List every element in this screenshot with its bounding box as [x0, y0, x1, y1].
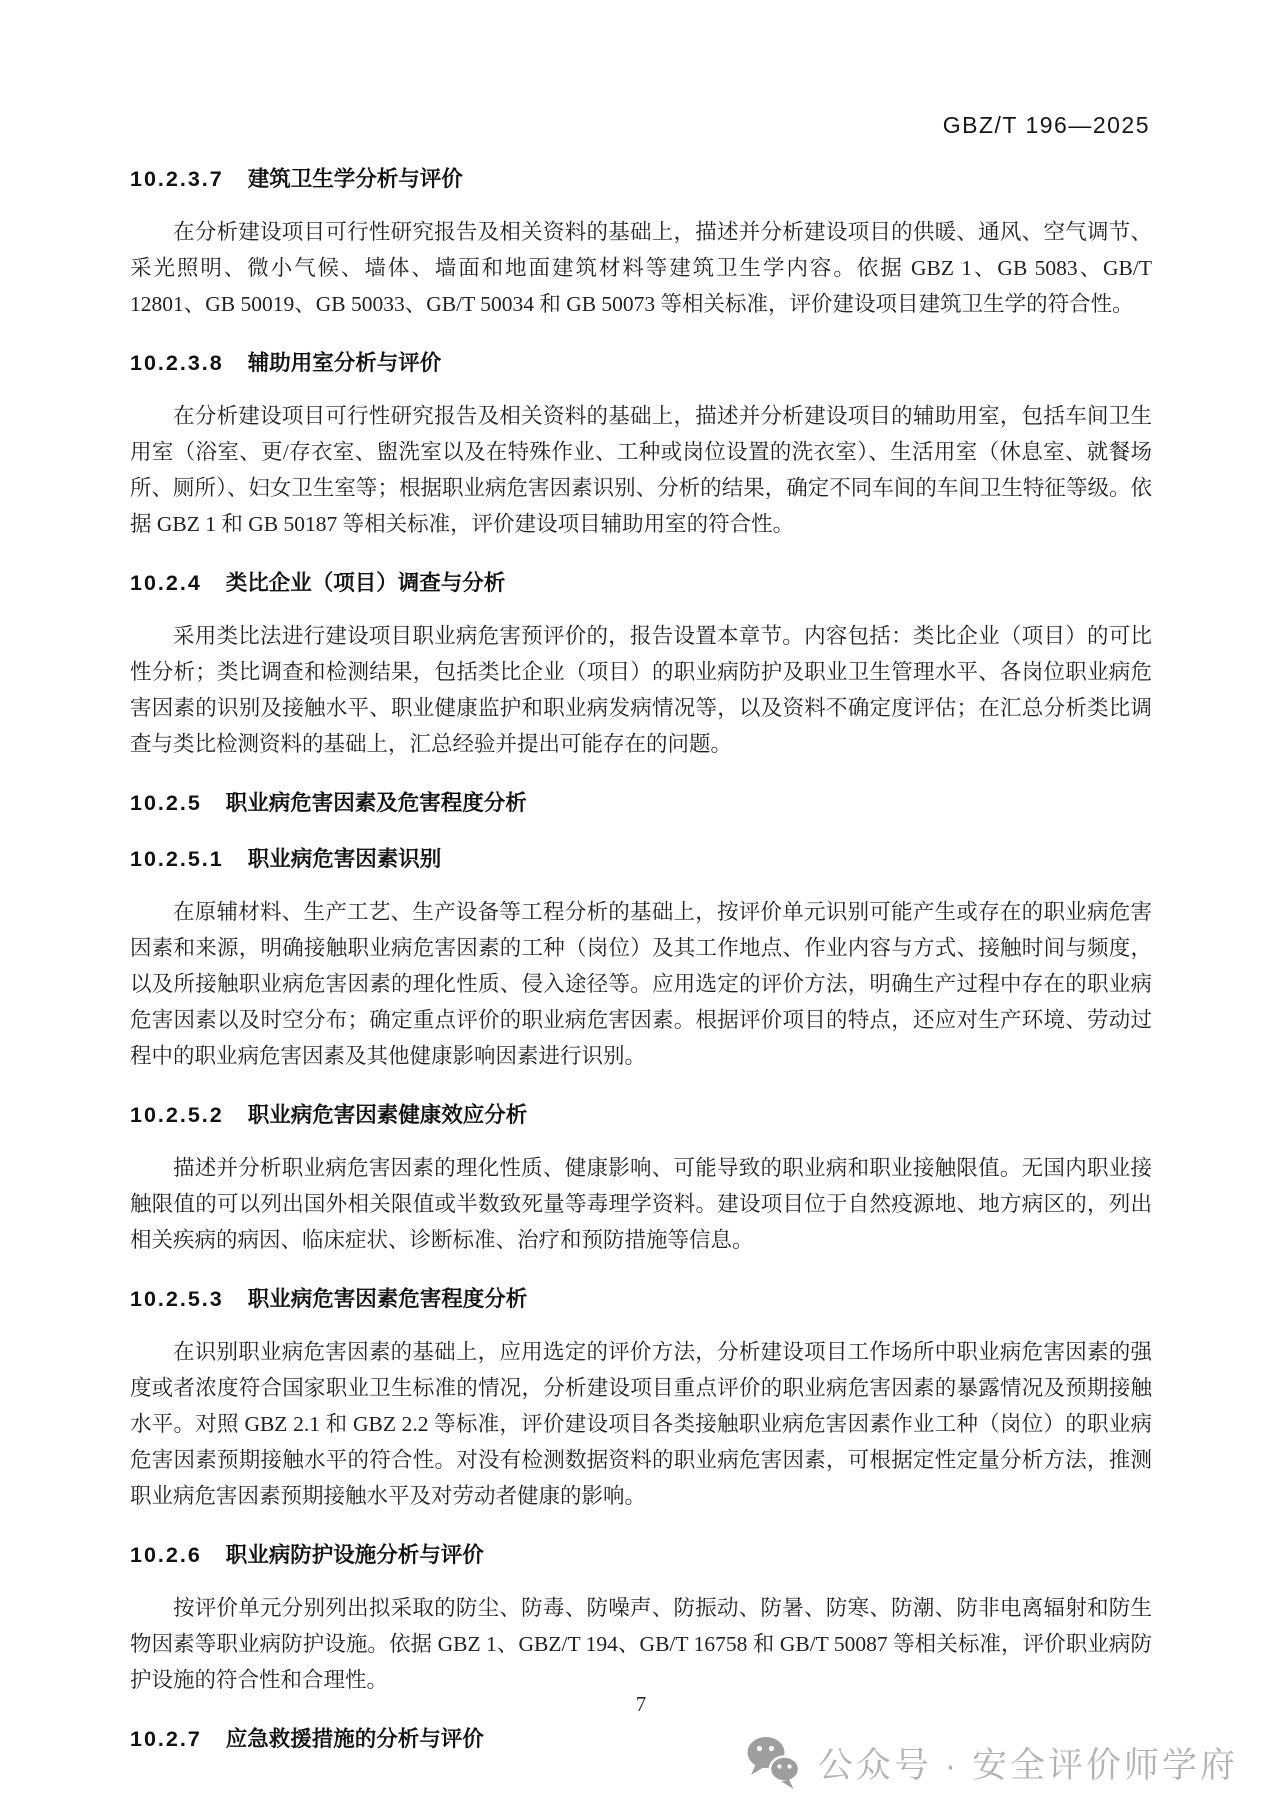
section-heading-10.2.3.7 [130, 164, 1152, 194]
paragraph: 采用类比法进行建设项目职业病危害预评价的，报告设置本章节。内容包括：类比企业（项目）的可比性分析；类比调查和检测结果，包括类比企业（项目）的职业病防护及职业卫生管理水平、各岗位职业病危害因素的识别及接触水平、职业健康监护和职业病发病情况等，以及资料不确定度评估；在汇总分析类比调查与类比检测资料的基础上，汇总经验并提出可能存在的问题。 [130, 624, 1152, 756]
section-number: 10.2.5.3 [130, 1287, 224, 1311]
section-title: 建筑卫生学分析与评价 [247, 167, 463, 191]
section-heading-10.2.5.3 [130, 1284, 1152, 1314]
section-number: 10.2.7 [130, 1727, 202, 1751]
page-number: 7 [635, 1692, 647, 1716]
section-heading-10.2.7 [130, 1724, 1152, 1754]
section-title: 类比企业（项目）调查与分析 [225, 571, 506, 595]
section-heading-10.2.5.2 [130, 1100, 1152, 1130]
section-title: 应急救援措施的分析与评价 [225, 1727, 484, 1751]
section-title: 职业病危害因素危害程度分析 [247, 1287, 528, 1311]
section-number: 10.2.5.1 [130, 847, 224, 871]
section-heading-10.2.6 [130, 1540, 1152, 1570]
section-number: 10.2.4 [130, 571, 202, 595]
section-number: 10.2.6 [130, 1543, 202, 1567]
standard-code-header: GBZ/T 196—2025 [942, 112, 1150, 138]
section-title: 职业病危害因素识别 [247, 847, 442, 871]
section-title: 职业病危害因素及危害程度分析 [225, 791, 527, 815]
document-body [130, 164, 1152, 1754]
paragraph: 在原辅材料、生产工艺、生产设备等工程分析的基础上，按评价单元识别可能产生或存在的职业病危害因素和来源，明确接触职业病危害因素的工种（岗位）及其工作地点、作业内容与方式、接触时间与频度，以及所接触职业病危害因素的理化性质、侵入途径等。应用选定的评价方法，明确生产过程中存在的职业病危害因素以及时空分布；确定重点评价的职业病危害因素。根据评价项目的特点，还应对生产环境、劳动过程中的职业病危害因素及其他健康影响因素进行识别。 [130, 900, 1152, 1068]
paragraph: 按评价单元分别列出拟采取的防尘、防毒、防噪声、防振动、防暑、防寒、防潮、防非电离辐射和防生物因素等职业病防护设施。依据 GBZ 1、GBZ/T 194、GB/T 16758 和 GB/T 50087 等相关标准，评价职业病防护设施的符合性和合理性。 [130, 1596, 1152, 1692]
paragraph: 在分析建设项目可行性研究报告及相关资料的基础上，描述并分析建设项目的供暖、通风、空气调节、采光照明、微小气候、墙体、墙面和地面建筑材料等建筑卫生学内容。依据 GBZ 1、GB 5083、GB/T 12801、GB 50019、GB 50033、GB/T 50034 和 GB 50073 等相关标准，评价建设项目建筑卫生学的符合性。 [130, 220, 1152, 316]
section-title: 职业病危害因素健康效应分析 [247, 1103, 528, 1127]
section-title: 辅助用室分析与评价 [247, 351, 442, 375]
paragraph: 在识别职业病危害因素的基础上，应用选定的评价方法，分析建设项目工作场所中职业病危害因素的强度或者浓度符合国家职业卫生标准的情况，分析建设项目重点评价的职业病危害因素的暴露情况及预期接触水平。对照 GBZ 2.1 和 GBZ 2.2 等标准，评价建设项目各类接触职业病危害因素作业工种（岗位）的职业病危害因素预期接触水平的符合性。对没有检测数据资料的职业病危害因素，可根据定性定量分析方法，推测职业病危害因素预期接触水平及对劳动者健康的影响。 [130, 1340, 1152, 1508]
paragraph: 在分析建设项目可行性研究报告及相关资料的基础上，描述并分析建设项目的辅助用室，包括车间卫生用室（浴室、更/存衣室、盥洗室以及在特殊作业、工种或岗位设置的洗衣室）、生活用室（休息室、就餐场所、厕所）、妇女卫生室等；根据职业病危害因素识别、分析的结果，确定不同车间的车间卫生特征等级。依据 GBZ 1 和 GB 50187 等相关标准，评价建设项目辅助用室的符合性。 [130, 404, 1152, 536]
section-number: 10.2.5.2 [130, 1103, 224, 1127]
paragraph: 描述并分析职业病危害因素的理化性质、健康影响、可能导致的职业病和职业接触限值。无国内职业接触限值的可以列出国外相关限值或半数致死量等毒理学资料。建设项目位于自然疫源地、地方病区的，列出相关疾病的病因、临床症状、诊断标准、治疗和预防措施等信息。 [130, 1156, 1152, 1252]
section-heading-10.2.5 [130, 788, 1152, 818]
page-content [130, 112, 1152, 1774]
section-heading-10.2.3.8 [130, 348, 1152, 378]
section-title: 职业病防护设施分析与评价 [225, 1543, 484, 1567]
section-number: 10.2.3.8 [130, 351, 224, 375]
section-number: 10.2.5 [130, 791, 202, 815]
section-heading-10.2.5.1 [130, 844, 1152, 874]
section-number: 10.2.3.7 [130, 167, 224, 191]
section-heading-10.2.4 [130, 568, 1152, 598]
watermark-text: 公众号 · 安全评价师学府 [817, 1746, 1238, 1785]
